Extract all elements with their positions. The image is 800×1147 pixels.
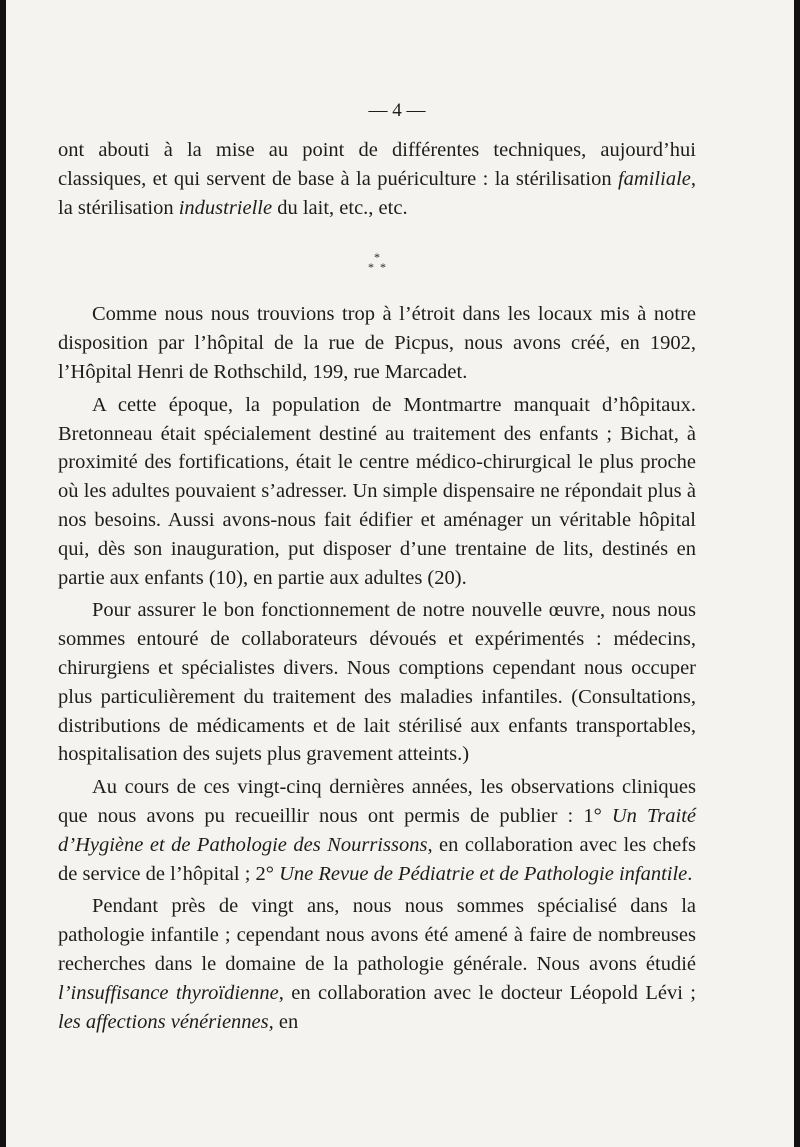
italic-text: les affections vénériennes, (58, 1010, 274, 1033)
italic-text: l’insuffisance thyroïdienne (58, 981, 279, 1004)
text-run: , la stérilisation (58, 167, 696, 219)
text-run: , en collaboration avec le docteur Léopold Lévi ; (278, 981, 696, 1004)
italic-text: industrielle (178, 196, 273, 219)
paragraph (58, 391, 696, 593)
paragraph (58, 300, 696, 386)
text-run: , en collaboration avec les chefs de service de l’hôpital ; 2° (58, 833, 697, 885)
text-run: ont abouti à la mise au point de différentes techniques, aujourd’hui classiques, et qui servent de base à la puériculture : la stérilisation (58, 139, 696, 190)
text-run: A cette époque, la population de Montmartre manquait d’hôpitaux. Bretonneau était spécialement destiné au traitement des enfants ; Bichat, à proximité des fortifications, était le centre médico-chirurgical le plus proche où les adultes pouvaient s’adresser. Un simple dispensaire ne répondait plus à nos besoins. Aussi avons-nous fait édifier et aménager un véritable hôpital qui, dès son inauguration, put disposer d’une trentaine de lits, destinés en partie aux enfants (10), en partie aux adultes (20). (58, 393, 696, 589)
text-run: du lait, etc., etc. (272, 196, 408, 219)
text-run: Au cours de ces vingt-cinq dernières années, les observations cliniques que nous avons pu recueillir nous ont permis de publier : 1° (58, 776, 696, 827)
text-run: Pendant près de vingt ans, nous nous sommes spécialisé dans la pathologie infantile ; cependant nous avons été amené à faire de nombreuses recherches dans le domaine de la pathologie générale. Nous avons étudié (58, 895, 696, 975)
page-number: — 4 — (368, 100, 426, 121)
text-run: en (273, 1010, 299, 1033)
paragraph (58, 596, 696, 769)
scan-edge-left (0, 0, 6, 1147)
asterism-bottom: * * (368, 260, 386, 275)
paragraph (58, 136, 696, 222)
text-run: . (687, 862, 693, 885)
asterism-top: * (374, 250, 380, 265)
text-run: Comme nous nous trouvions trop à l’étroit dans les locaux mis à notre disposition par l’hôpital de la rue de Picpus, nous avons créé, en 1902, l’Hôpital Henri de Rothschild, 199, rue Marcadet. (58, 303, 696, 383)
italic-text: familiale (617, 167, 691, 190)
text-run: Pour assurer le bon fonctionnement de notre nouvelle œuvre, nous nous sommes entouré de collaborateurs dévoués et expérimentés : médecins, chirurgiens et spécialistes divers. Nous comptions cependant nous occuper plus particulièrement du traitement des maladies infantiles. (Consultations, distributions de médicaments et de lait stérilisé aux enfants transportables, hospitalisation des sujets plus gravement atteints.) (58, 599, 696, 766)
paragraph (58, 892, 696, 1036)
section-separator (58, 250, 696, 275)
paragraph (58, 773, 696, 888)
document-page (58, 100, 696, 1040)
scan-edge-right (794, 0, 800, 1147)
italic-text: Un Traité d’Hygiène et de Pathologie des Nourrissons (58, 804, 696, 856)
italic-text: Une Revue de Pédiatrie et de Pathologie infantile (279, 862, 688, 885)
